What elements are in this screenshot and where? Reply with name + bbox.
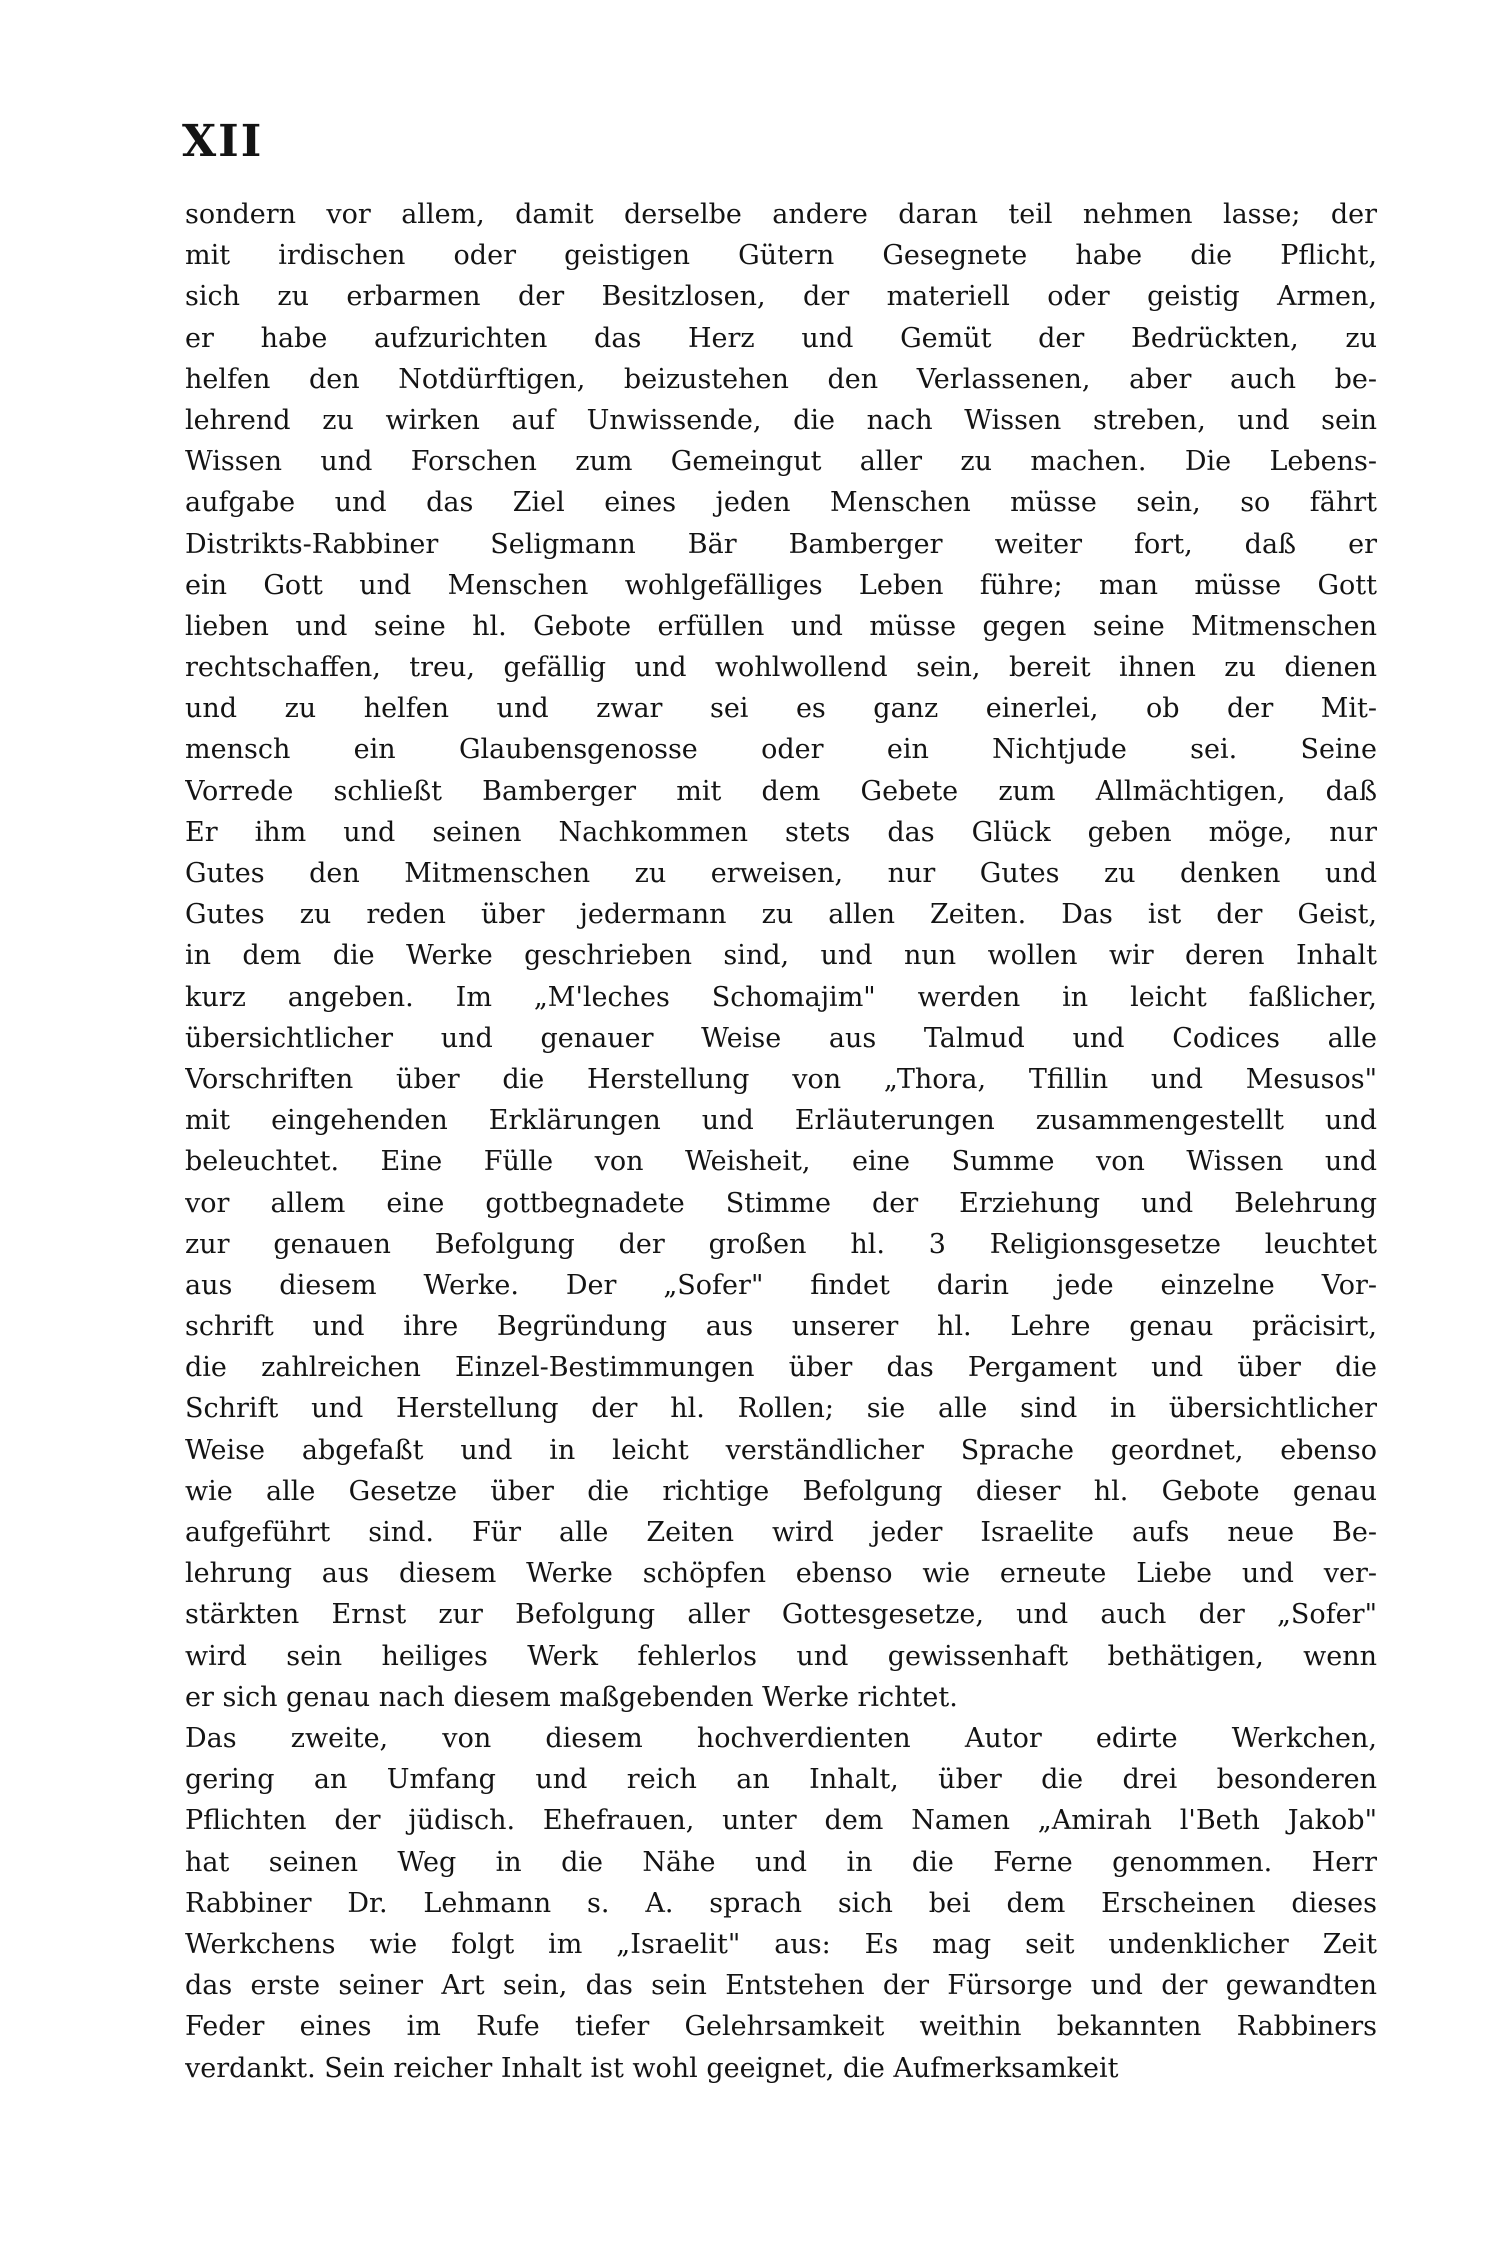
text-line: beleuchtet. Eine Fülle von Weisheit, eine Summe von Wissen und	[185, 1146, 1377, 1178]
text-line: Werkchens wie folgt im „Israelit" aus: Es mag seit undenklicher Zeit	[185, 1928, 1377, 1960]
text-line: und zu helfen und zwar sei es ganz einerlei, ob der Mit-	[185, 693, 1377, 725]
text-line: das erste seiner Art sein, das sein Entstehen der Fürsorge und der gewandten	[185, 1970, 1377, 2002]
text-line: zur genauen Befolgung der großen hl. 3 Religionsgesetze leuchtet	[185, 1228, 1377, 1260]
text-line: Er ihm und seinen Nachkommen stets das Glück geben möge, nur	[185, 816, 1377, 848]
text-line: vor allem eine gottbegnadete Stimme der Erziehung und Belehrung	[185, 1187, 1377, 1219]
text-line: lehrung aus diesem Werke schöpfen ebenso wie erneute Liebe und ver-	[185, 1558, 1377, 1590]
text-line: Vorrede schließt Bamberger mit dem Gebete zum Allmächtigen, daß	[185, 775, 1377, 807]
text-line: Gutes den Mitmenschen zu erweisen, nur Gutes zu denken und	[185, 858, 1377, 889]
text-line: Rabbiner Dr. Lehmann s. A. sprach sich bei dem Erscheinen dieses	[185, 1887, 1377, 1919]
text-line: mit irdischen oder geistigen Gütern Gesegnete habe die Pflicht,	[185, 240, 1377, 272]
text-line: hat seinen Weg in die Nähe und in die Ferne genommen. Herr	[185, 1846, 1377, 1878]
text-line: verdankt. Sein reicher Inhalt ist wohl geeignet, die Aufmerksamkeit	[185, 2052, 1119, 2084]
text-line: schrift und ihre Begründung aus unserer hl. Lehre genau präcisirt,	[185, 1311, 1377, 1343]
paragraph-1	[185, 194, 1377, 1718]
text-line: sondern vor allem, damit derselbe andere daran teil nehmen lasse; der	[185, 199, 1377, 230]
text-line: wird sein heiliges Werk fehlerlos und gewissenhaft bethätigen, wenn	[185, 1640, 1377, 1672]
text-line: helfen den Notdürftigen, beizustehen den Verlassenen, aber auch be-	[185, 363, 1377, 395]
text-line: er sich genau nach diesem maßgebenden Werke richtet.	[185, 1681, 958, 1713]
paragraph-2	[185, 1718, 1377, 2089]
text-line: gering an Umfang und reich an Inhalt, über die drei besonderen	[185, 1764, 1377, 1796]
text-line: übersichtlicher und genauer Weise aus Talmud und Codices alle	[185, 1022, 1377, 1054]
text-line: stärkten Ernst zur Befolgung aller Gottesgesetze, und auch der „Sofer"	[185, 1599, 1377, 1631]
text-line: Weise abgefaßt und in leicht verständlicher Sprache geordnet, ebenso	[185, 1434, 1377, 1466]
text-line: aufgabe und das Ziel eines jeden Menschen müsse sein, so fährt	[185, 487, 1377, 519]
text-line: ein Gott und Menschen wohlgefälliges Leben führe; man müsse Gott	[185, 569, 1377, 601]
text-line: kurz angeben. Im „M'leches Schomajim" werden in leicht faßlicher,	[185, 981, 1377, 1013]
text-line: Schrift und Herstellung der hl. Rollen; sie alle sind in übersichtlicher	[185, 1393, 1377, 1425]
text-line: aus diesem Werke. Der „Sofer" findet darin jede einzelne Vor-	[185, 1269, 1377, 1301]
text-line: Vorschriften über die Herstellung von „Thora, Tfillin und Mesusos"	[185, 1063, 1377, 1095]
text-line: lieben und seine hl. Gebote erfüllen und müsse gegen seine Mitmenschen	[185, 610, 1377, 642]
text-line: wie alle Gesetze über die richtige Befolgung dieser hl. Gebote genau	[185, 1475, 1377, 1507]
text-line: sich zu erbarmen der Besitzlosen, der materiell oder geistig Armen,	[185, 281, 1377, 313]
text-line: in dem die Werke geschrieben sind, und nun wollen wir deren Inhalt	[185, 940, 1377, 972]
text-line: mit eingehenden Erklärungen und Erläuterungen zusammengestellt und	[185, 1105, 1377, 1137]
text-line: Pflichten der jüdisch. Ehefrauen, unter dem Namen „Amirah l'Beth Jakob"	[185, 1805, 1377, 1837]
text-line: Das zweite, von diesem hochverdienten Autor edirte Werkchen,	[185, 1723, 1377, 1754]
text-line: Feder eines im Rufe tiefer Gelehrsamkeit weithin bekannten Rabbiners	[185, 2011, 1377, 2043]
text-line: er habe aufzurichten das Herz und Gemüt der Bedrückten, zu	[185, 322, 1377, 354]
page-number: XII	[182, 116, 264, 167]
text-line: lehrend zu wirken auf Unwissende, die nach Wissen streben, und sein	[185, 404, 1377, 436]
text-line: Wissen und Forschen zum Gemeingut aller zu machen. Die Lebens-	[185, 446, 1377, 478]
text-line: mensch ein Glaubensgenosse oder ein Nichtjude sei. Seine	[185, 734, 1377, 766]
text-line: rechtschaffen, treu, gefällig und wohlwollend sein, bereit ihnen zu dienen	[185, 652, 1377, 684]
text-line: Gutes zu reden über jedermann zu allen Zeiten. Das ist der Geist,	[185, 899, 1377, 931]
text-line: die zahlreichen Einzel-Bestimmungen über das Pergament und über die	[185, 1352, 1377, 1384]
text-line: Distrikts-Rabbiner Seligmann Bär Bamberger weiter fort, daß er	[185, 528, 1377, 560]
text-line: aufgeführt sind. Für alle Zeiten wird jeder Israelite aufs neue Be-	[185, 1517, 1377, 1548]
